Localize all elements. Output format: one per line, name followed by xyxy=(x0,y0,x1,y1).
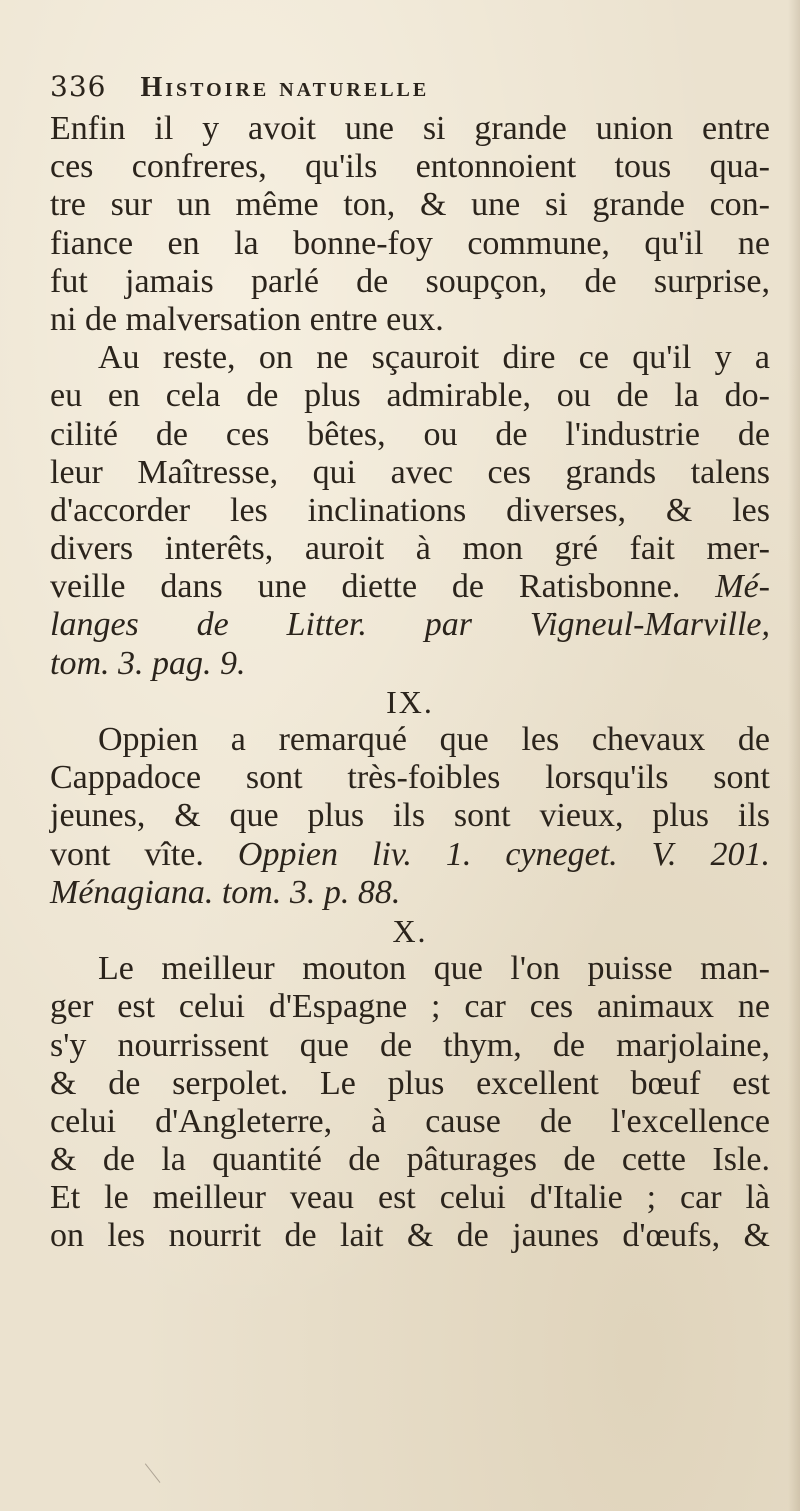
text-line: s'y nourrissent que de thym, de marjolaine, xyxy=(50,1026,770,1064)
text-line: fiance en la bonne-foy commune, qu'il ne xyxy=(50,224,770,262)
text-line: celui d'Angleterre, à cause de l'excellence xyxy=(50,1102,770,1140)
text-line: ces confreres, qu'ils entonnoient tous qua- xyxy=(50,148,770,186)
text-line xyxy=(50,568,770,606)
paragraph-section-x xyxy=(50,950,770,1256)
paragraph-1 xyxy=(50,110,770,339)
running-head xyxy=(50,70,770,110)
page-edge-shadow xyxy=(788,0,800,1511)
citation: Oppien liv. 1. cyneget. V. 201. xyxy=(237,835,771,873)
page-number: 336 xyxy=(50,70,107,103)
paragraph-2 xyxy=(50,339,770,683)
paragraph-section-ix xyxy=(50,721,770,912)
text-line: d'accorder les inclinations diverses, & les xyxy=(50,491,770,529)
running-title: Histoire naturelle xyxy=(140,72,430,103)
section-heading-x: X. xyxy=(392,912,428,949)
citation: Mé- xyxy=(715,568,771,606)
text-segment: veille dans une diette de Ratisbonne. xyxy=(50,568,681,606)
text-line: tre sur un même ton, & une si grande con- xyxy=(50,186,770,224)
text-line: Enfin il y avoit une si grande union entre xyxy=(50,110,770,147)
text-line: eu en cela de plus admirable, ou de la do- xyxy=(50,377,770,415)
citation-line: tom. 3. pag. 9. xyxy=(50,644,246,682)
text-line: divers interêts, auroit à mon gré fait mer- xyxy=(50,530,770,568)
citation-line: Ménagiana. tom. 3. p. 88. xyxy=(50,873,401,911)
text-line: fut jamais parlé de soupçon, de surprise, xyxy=(50,262,770,300)
text-line xyxy=(50,836,770,874)
text-segment: vont vîte. xyxy=(50,835,204,873)
text-line: & de la quantité de pâturages de cette Isle. xyxy=(50,1141,770,1179)
paper-fold-mark xyxy=(145,1451,176,1483)
section-heading-ix: IX. xyxy=(386,683,434,720)
text-block xyxy=(50,70,770,1256)
text-line: Cappadoce sont très-foibles lorsqu'ils sont xyxy=(50,759,770,797)
text-line: Et le meilleur veau est celui d'Italie ; car là xyxy=(50,1179,770,1217)
text-line: cilité de ces bêtes, ou de l'industrie de xyxy=(50,415,770,453)
text-line: leur Maîtresse, qui avec ces grands talens xyxy=(50,453,770,491)
text-line: Au reste, on ne sçauroit dire ce qu'il y a xyxy=(98,339,770,377)
text-line: Le meilleur mouton que l'on puisse man- xyxy=(98,950,770,988)
text-line: on les nourrit de lait & de jaunes d'œufs, & xyxy=(50,1217,770,1255)
text-line: ni de malversation entre eux. xyxy=(50,300,444,338)
text-line: jeunes, & que plus ils sont vieux, plus ils xyxy=(50,797,770,835)
text-line: Oppien a remarqué que les chevaux de xyxy=(98,721,770,758)
text-line: & de serpolet. Le plus excellent bœuf est xyxy=(50,1064,770,1102)
citation-line: langes de Litter. par Vigneul-Marville, xyxy=(50,606,770,644)
text-line: ger est celui d'Espagne ; car ces animaux ne xyxy=(50,988,770,1026)
